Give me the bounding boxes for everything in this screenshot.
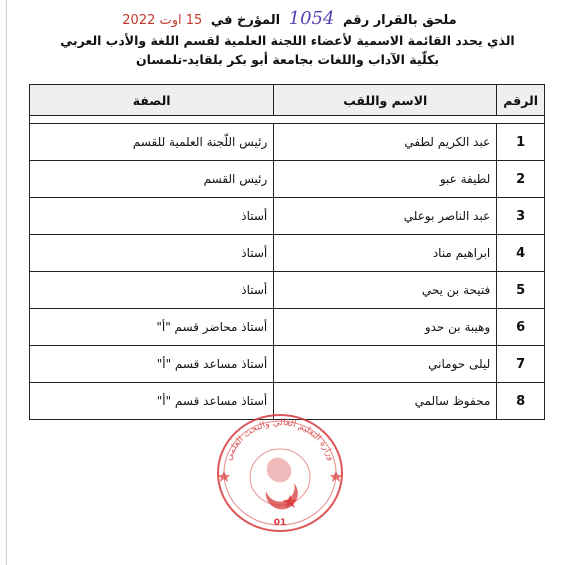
table-row	[30, 235, 545, 272]
row-role: أستاذ	[30, 198, 274, 235]
row-name: ابراهيم مناد	[274, 235, 497, 272]
row-name: ليلى حوماني	[274, 346, 497, 383]
row-role: أستاذ	[30, 272, 274, 309]
row-name: عبد الناصر بوعلي	[274, 198, 497, 235]
table-row	[30, 272, 545, 309]
row-role: أستاذ	[30, 235, 274, 272]
row-number: 4	[497, 235, 545, 272]
column-header-number: الرقم	[497, 85, 545, 116]
row-name: عبد الكريم لطفي	[274, 124, 497, 161]
row-name: فتيحة بن يحي	[274, 272, 497, 309]
seal-text: وزارة التعليم العالي والبحث العلمي	[223, 417, 337, 463]
row-number: 2	[497, 161, 545, 198]
table-header-row	[30, 85, 545, 116]
table-row	[30, 346, 545, 383]
table-row	[30, 124, 545, 161]
header-line-3: بكلّية الآداب واللغات بجامعة أبو بكر بلقايد-تلمسان	[135, 52, 440, 67]
row-role: أستاذ مساعد قسم "أ"	[30, 346, 274, 383]
header-line-1	[20, 8, 555, 29]
page-edge	[6, 0, 7, 565]
decision-number: 1054	[288, 8, 335, 29]
row-role: أستاذ مساعد قسم "أ"	[30, 383, 274, 420]
header-prefix: ملحق بالقرار رقم	[342, 13, 457, 28]
table-spacer	[30, 116, 545, 124]
seal-number: 01	[273, 518, 287, 528]
row-number: 1	[497, 124, 545, 161]
decision-date: 15 اوت 2022	[122, 13, 203, 28]
seal-emblem-icon	[218, 457, 342, 509]
table-row	[30, 198, 545, 235]
spacer-cell	[30, 116, 545, 124]
row-number: 3	[497, 198, 545, 235]
document-header	[20, 6, 555, 67]
column-header-name: الاسم واللقب	[274, 85, 497, 116]
row-number: 8	[497, 383, 545, 420]
row-number: 5	[497, 272, 545, 309]
committee-table	[29, 84, 545, 420]
svg-text:وزارة التعليم العالي والبحث ال	[224, 418, 336, 462]
row-role: رئيس اللّجنة العلمية للقسم	[30, 124, 274, 161]
row-role: أستاذ محاضر قسم "أ"	[30, 309, 274, 346]
row-role: رئيس القسم	[30, 161, 274, 198]
row-name: محفوظ سالمي	[274, 383, 497, 420]
row-name: لطيفة عبو	[274, 161, 497, 198]
row-number: 6	[497, 309, 545, 346]
table-row	[30, 161, 545, 198]
header-mid: المؤرخ في	[210, 13, 281, 28]
official-seal-stamp	[206, 405, 354, 537]
column-header-role: الصفة	[30, 85, 274, 116]
header-line-2: الذي يحدد القائمة الاسمية لأعضاء اللجنة العلمية لقسم اللغة والأدب العربي	[60, 33, 515, 48]
row-number: 7	[497, 346, 545, 383]
table-row	[30, 309, 545, 346]
row-name: وهيبة بن حدو	[274, 309, 497, 346]
